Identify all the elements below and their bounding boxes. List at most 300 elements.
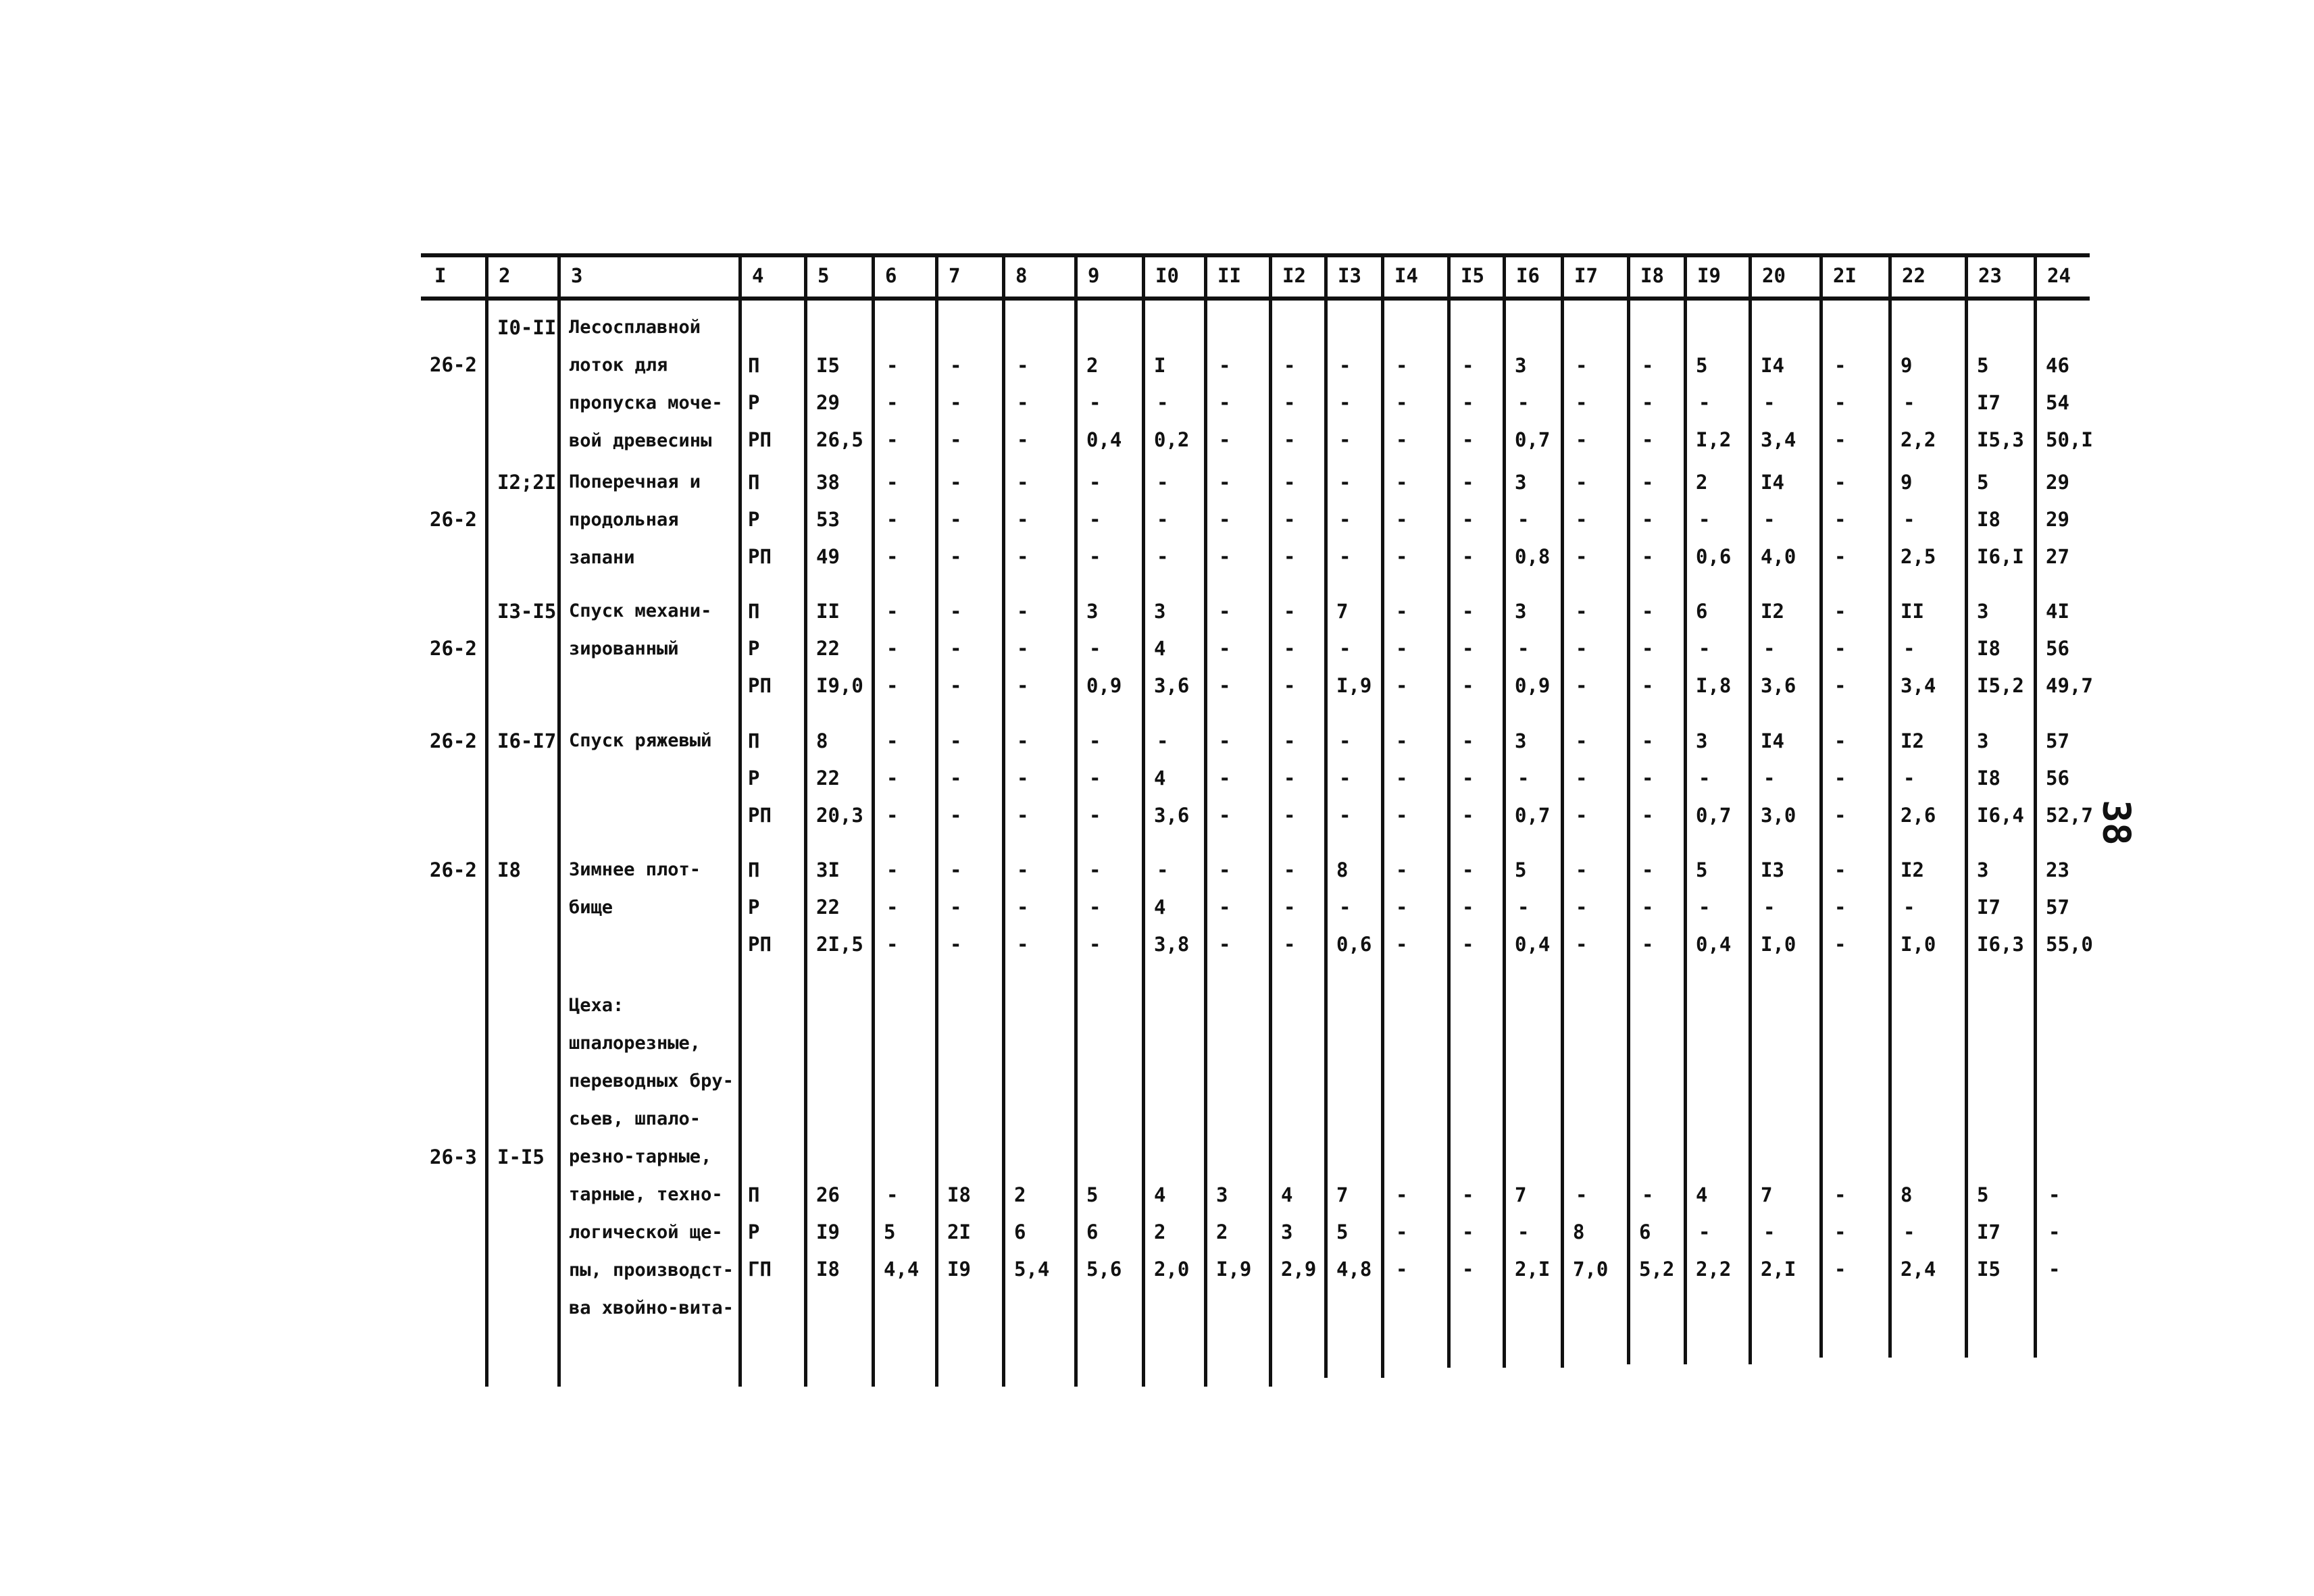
table-cell: - xyxy=(1903,637,1915,660)
table-cell: 8 xyxy=(1901,1183,1913,1206)
column-rule xyxy=(804,253,807,1387)
row-type: П xyxy=(748,471,760,494)
object-name-line: Спуск механи- xyxy=(569,600,712,621)
table-cell: - xyxy=(1642,354,1654,377)
table-cell: - xyxy=(1642,858,1654,881)
table-cell: - xyxy=(1089,896,1101,919)
column-header: I9 xyxy=(1697,264,1721,287)
table-cell: - xyxy=(1396,674,1408,697)
object-name-line: Спуск ряжевый xyxy=(569,730,712,751)
row-numbers: I2;2I xyxy=(497,471,557,494)
table-cell: 3 xyxy=(1216,1183,1228,1206)
table-cell: - xyxy=(1834,804,1846,827)
table-cell: 46 xyxy=(2046,354,2069,377)
table-cell: - xyxy=(1284,858,1296,881)
table-cell: - xyxy=(886,391,899,414)
table-cell: - xyxy=(1903,391,1915,414)
table-cell: - xyxy=(1157,508,1169,531)
table-cell: - xyxy=(886,804,899,827)
column-rule xyxy=(1074,253,1078,1387)
table-cell: 3 xyxy=(1515,729,1527,752)
table-cell: - xyxy=(1834,600,1846,623)
table-cell: 5,2 xyxy=(1639,1258,1675,1281)
column-rule xyxy=(1324,253,1328,1378)
table-cell: - xyxy=(1219,637,1231,660)
table-cell: - xyxy=(1642,391,1654,414)
table-cell: - xyxy=(1462,1220,1474,1243)
column-header: 20 xyxy=(1762,264,1786,287)
table-cell: - xyxy=(1642,508,1654,531)
table-cell: I,9 xyxy=(1216,1258,1252,1281)
table-cell: 56 xyxy=(2046,767,2069,790)
table-cell: 6 xyxy=(1086,1220,1099,1243)
table-cell: 7 xyxy=(1336,600,1349,623)
table-cell: - xyxy=(886,933,899,956)
table-cell: - xyxy=(1834,674,1846,697)
table-cell: I,8 xyxy=(1696,674,1732,697)
table-cell: - xyxy=(886,767,899,790)
table-cell: - xyxy=(1462,1183,1474,1206)
table-cell: - xyxy=(1284,428,1296,451)
table-cell: - xyxy=(1017,933,1029,956)
table-cell: - xyxy=(950,508,962,531)
object-name-line: ва хвойно-вита- xyxy=(569,1297,734,1318)
column-rule xyxy=(2034,253,2037,1358)
table-cell: - xyxy=(1396,600,1408,623)
table-cell: 6 xyxy=(1014,1220,1026,1243)
column-header: 8 xyxy=(1015,264,1028,287)
table-cell: 4,8 xyxy=(1336,1258,1372,1281)
row-type: Р xyxy=(748,1220,760,1243)
table-cell: - xyxy=(1834,1220,1846,1243)
table-cell: 2I xyxy=(947,1220,971,1243)
table-cell: 0,2 xyxy=(1154,428,1190,451)
table-cell: - xyxy=(1834,508,1846,531)
table-cell: - xyxy=(1903,1220,1915,1243)
table-cell: - xyxy=(950,804,962,827)
row-type: П xyxy=(748,858,760,881)
column-header: 2I xyxy=(1833,264,1857,287)
object-name-line: зированный xyxy=(569,638,679,659)
table-cell: 49,7 xyxy=(2046,674,2093,697)
object-code: 26-2 xyxy=(430,353,477,376)
table-cell: 3 xyxy=(1154,600,1166,623)
table-cell: - xyxy=(886,600,899,623)
table-cell: 3 xyxy=(1977,600,1989,623)
table-cell: - xyxy=(1517,896,1530,919)
table-cell: - xyxy=(1219,545,1231,568)
table-cell: - xyxy=(1339,508,1351,531)
row-type: Р xyxy=(748,508,760,531)
table-cell: - xyxy=(1396,637,1408,660)
table-cell: 9 xyxy=(1901,471,1913,494)
column-header: I0 xyxy=(1155,264,1179,287)
table-cell: 3 xyxy=(1281,1220,1293,1243)
column-header: I7 xyxy=(1574,264,1598,287)
table-cell: I6,I xyxy=(1977,545,2024,568)
table-cell: - xyxy=(1834,933,1846,956)
table-cell: 5 xyxy=(1977,1183,1989,1206)
table-cell: - xyxy=(1642,545,1654,568)
table-cell: 22 xyxy=(816,767,840,790)
column-rule xyxy=(1204,253,1207,1387)
row-type: РП xyxy=(748,545,772,568)
table-cell: 4,4 xyxy=(884,1258,920,1281)
table-cell: - xyxy=(1462,767,1474,790)
table-cell: - xyxy=(1157,858,1169,881)
object-name-line: пропуска моче- xyxy=(569,392,723,413)
table-cell: - xyxy=(1834,354,1846,377)
table-cell: I4 xyxy=(1761,471,1784,494)
table-cell: - xyxy=(1219,767,1231,790)
table-cell: - xyxy=(1462,637,1474,660)
table-cell: I2 xyxy=(1901,858,1924,881)
table-cell: I4 xyxy=(1761,729,1784,752)
table-cell: 2 xyxy=(1154,1220,1166,1243)
table-cell: 4,0 xyxy=(1761,545,1796,568)
table-cell: - xyxy=(1219,391,1231,414)
table-cell: 50,I xyxy=(2046,428,2093,451)
table-cell: - xyxy=(1462,933,1474,956)
table-cell: - xyxy=(1339,471,1351,494)
table-cell: - xyxy=(1339,545,1351,568)
table-cell: 5,6 xyxy=(1086,1258,1122,1281)
column-header: I4 xyxy=(1394,264,1418,287)
table-cell: - xyxy=(1219,508,1231,531)
table-cell: - xyxy=(1017,729,1029,752)
table-cell: - xyxy=(1339,767,1351,790)
table-cell: - xyxy=(1642,471,1654,494)
table-cell: - xyxy=(1396,767,1408,790)
table-cell: 53 xyxy=(816,508,840,531)
table-cell: - xyxy=(1017,858,1029,881)
table-cell: - xyxy=(1642,600,1654,623)
column-rule xyxy=(1269,253,1272,1387)
table-cell: 2,0 xyxy=(1154,1258,1190,1281)
row-type: РП xyxy=(748,428,772,451)
table-cell: I,2 xyxy=(1696,428,1732,451)
table-cell: - xyxy=(1576,428,1588,451)
table-cell: - xyxy=(1219,729,1231,752)
column-rule xyxy=(1749,253,1752,1364)
table-cell: 5 xyxy=(1977,354,1989,377)
table-cell: I4 xyxy=(1761,354,1784,377)
table-cell: - xyxy=(1089,858,1101,881)
object-name-line: тарные, техно- xyxy=(569,1184,723,1205)
table-cell: 27 xyxy=(2046,545,2069,568)
column-header: I3 xyxy=(1338,264,1361,287)
table-cell: - xyxy=(1462,545,1474,568)
object-code: 26-2 xyxy=(430,637,477,660)
object-name-line: запани xyxy=(569,547,635,568)
table-cell: 2,4 xyxy=(1901,1258,1936,1281)
row-numbers: I3-I5 xyxy=(497,600,557,623)
table-cell: 3 xyxy=(1696,729,1708,752)
column-rule xyxy=(738,253,742,1387)
table-cell: - xyxy=(1462,804,1474,827)
column-rule xyxy=(1561,253,1564,1368)
table-cell: 23 xyxy=(2046,858,2069,881)
table-cell: - xyxy=(886,858,899,881)
object-name-line: пы, производст- xyxy=(569,1260,734,1281)
table-cell: 0,4 xyxy=(1696,933,1732,956)
table-cell: 5 xyxy=(1977,471,1989,494)
object-name-line: шпалорезные, xyxy=(569,1033,701,1054)
table-cell: I9,0 xyxy=(816,674,863,697)
table-cell: - xyxy=(1284,600,1296,623)
table-cell: 3 xyxy=(1515,471,1527,494)
column-rule xyxy=(1888,253,1892,1358)
table-cell: 6 xyxy=(1639,1220,1651,1243)
table-cell: - xyxy=(950,933,962,956)
table-cell: 0,7 xyxy=(1515,804,1551,827)
table-cell: 8 xyxy=(1336,858,1349,881)
table-cell: - xyxy=(950,471,962,494)
table-cell: - xyxy=(950,600,962,623)
table-cell: - xyxy=(886,896,899,919)
table-cell: 0,9 xyxy=(1515,674,1551,697)
table-cell: - xyxy=(1396,391,1408,414)
table-cell: - xyxy=(1576,767,1588,790)
table-cell: - xyxy=(1576,471,1588,494)
table-cell: - xyxy=(1699,896,1711,919)
table-cell: - xyxy=(1339,428,1351,451)
table-cell: 4I xyxy=(2046,600,2069,623)
table-cell: - xyxy=(1517,391,1530,414)
table-cell: I8 xyxy=(816,1258,840,1281)
object-code: 26-2 xyxy=(430,508,477,531)
table-cell: - xyxy=(1834,896,1846,919)
column-header: 9 xyxy=(1088,264,1100,287)
table-cell: 0,6 xyxy=(1336,933,1372,956)
table-cell: - xyxy=(1157,729,1169,752)
table-cell: - xyxy=(1642,637,1654,660)
table-cell: 3 xyxy=(1977,858,1989,881)
table-cell: - xyxy=(1642,674,1654,697)
row-type: Р xyxy=(748,767,760,790)
table-cell: - xyxy=(1462,600,1474,623)
object-code: 26-3 xyxy=(430,1145,477,1168)
table-cell: - xyxy=(1834,545,1846,568)
table-cell: - xyxy=(1089,545,1101,568)
table-cell: - xyxy=(1089,933,1101,956)
table-cell: 4 xyxy=(1154,1183,1166,1206)
table-cell: - xyxy=(1284,545,1296,568)
object-name-line: сьев, шпало- xyxy=(569,1108,701,1129)
table-cell: - xyxy=(886,354,899,377)
table-cell: 3,6 xyxy=(1154,804,1190,827)
column-rule xyxy=(1627,253,1630,1364)
table-cell: - xyxy=(1642,896,1654,919)
column-rule xyxy=(1002,253,1005,1387)
column-header: I2 xyxy=(1282,264,1306,287)
table-cell: - xyxy=(950,637,962,660)
table-cell: 26 xyxy=(816,1183,840,1206)
table-cell: 4 xyxy=(1154,637,1166,660)
table-cell: 2I,5 xyxy=(816,933,863,956)
table-cell: - xyxy=(950,354,962,377)
table-cell: 54 xyxy=(2046,391,2069,414)
table-cell: - xyxy=(1284,896,1296,919)
table-cell: - xyxy=(1284,391,1296,414)
table-cell: - xyxy=(1339,896,1351,919)
table-cell: 7,0 xyxy=(1573,1258,1609,1281)
table-cell: - xyxy=(2048,1220,2061,1243)
table-cell: - xyxy=(886,428,899,451)
column-header: I8 xyxy=(1640,264,1664,287)
table-cell: I8 xyxy=(1977,767,2001,790)
table-cell: - xyxy=(1396,858,1408,881)
column-header: 22 xyxy=(1902,264,1926,287)
table-cell: 3,6 xyxy=(1154,674,1190,697)
table-cell: 29 xyxy=(816,391,840,414)
table-cell: I8 xyxy=(947,1183,971,1206)
object-name-line: переводных бру- xyxy=(569,1071,734,1091)
table-cell: - xyxy=(1576,858,1588,881)
table-cell: I9 xyxy=(816,1220,840,1243)
table-cell: 2,2 xyxy=(1696,1258,1732,1281)
table-cell: 5,4 xyxy=(1014,1258,1050,1281)
table-cell: I5 xyxy=(1977,1258,2001,1281)
table-cell: - xyxy=(1834,428,1846,451)
table-cell: I8 xyxy=(1977,508,2001,531)
header-bottom-rule xyxy=(421,297,2090,301)
table-cell: 5 xyxy=(1086,1183,1099,1206)
table-cell: II xyxy=(1901,600,1924,623)
row-numbers: I-I5 xyxy=(497,1145,545,1168)
table-cell: - xyxy=(1089,767,1101,790)
table-cell: 29 xyxy=(2046,471,2069,494)
table-cell: - xyxy=(1017,471,1029,494)
table-cell: 2,I xyxy=(1515,1258,1551,1281)
table-cell: I2 xyxy=(1901,729,1924,752)
table-cell: - xyxy=(1396,1183,1408,1206)
column-header: 23 xyxy=(1978,264,2002,287)
table-cell: I2 xyxy=(1761,600,1784,623)
row-numbers: I8 xyxy=(497,858,521,881)
table-cell: - xyxy=(1396,508,1408,531)
table-cell: - xyxy=(1157,391,1169,414)
column-rule xyxy=(1965,253,1968,1358)
table-cell: 22 xyxy=(816,896,840,919)
table-cell: - xyxy=(886,545,899,568)
table-cell: - xyxy=(1017,354,1029,377)
table-cell: I5,3 xyxy=(1977,428,2024,451)
table-cell: 20,3 xyxy=(816,804,863,827)
object-name-line: продольная xyxy=(569,509,679,530)
table-cell: 2 xyxy=(1696,471,1708,494)
table-cell: - xyxy=(1396,933,1408,956)
table-cell: - xyxy=(1157,471,1169,494)
table-cell: - xyxy=(1642,933,1654,956)
table-cell: - xyxy=(886,637,899,660)
table-cell: - xyxy=(886,1183,899,1206)
table-cell: - xyxy=(1462,428,1474,451)
table-cell: - xyxy=(1642,804,1654,827)
table-cell: - xyxy=(1576,933,1588,956)
table-cell: - xyxy=(950,545,962,568)
table-cell: 57 xyxy=(2046,896,2069,919)
table-cell: 0,9 xyxy=(1086,674,1122,697)
table-cell: - xyxy=(1576,354,1588,377)
table-cell: - xyxy=(1834,729,1846,752)
table-cell: - xyxy=(1157,545,1169,568)
table-cell: - xyxy=(1017,600,1029,623)
table-cell: - xyxy=(1903,767,1915,790)
table-cell: 9 xyxy=(1901,354,1913,377)
table-cell: - xyxy=(1017,674,1029,697)
table-cell: 4 xyxy=(1154,896,1166,919)
table-cell: 2 xyxy=(1216,1220,1228,1243)
object-code: 26-2 xyxy=(430,729,477,752)
table-cell: - xyxy=(1763,896,1776,919)
object-name-line: Цеха: xyxy=(569,995,624,1016)
table-cell: - xyxy=(2048,1258,2061,1281)
table-cell: - xyxy=(1462,1258,1474,1281)
row-type: Р xyxy=(748,637,760,660)
table-cell: I6,3 xyxy=(1977,933,2024,956)
table-cell: - xyxy=(1396,471,1408,494)
table-cell: I5 xyxy=(816,354,840,377)
table-cell: 3,6 xyxy=(1761,674,1796,697)
table-cell: - xyxy=(1396,428,1408,451)
table-cell: I,9 xyxy=(1336,674,1372,697)
table-cell: - xyxy=(1219,428,1231,451)
table-cell: - xyxy=(1462,508,1474,531)
table-cell: - xyxy=(1017,508,1029,531)
column-rule xyxy=(1381,253,1384,1378)
table-cell: - xyxy=(1339,729,1351,752)
table-cell: - xyxy=(886,674,899,697)
table-cell: - xyxy=(1396,1220,1408,1243)
object-code: 26-2 xyxy=(430,858,477,881)
object-name-line: Зимнее плот- xyxy=(569,859,701,880)
column-header: I xyxy=(434,264,447,287)
table-cell: 5 xyxy=(1696,354,1708,377)
table-cell: 57 xyxy=(2046,729,2069,752)
table-cell: - xyxy=(1284,933,1296,956)
table-cell: - xyxy=(1763,508,1776,531)
table-cell: - xyxy=(1834,637,1846,660)
column-rule xyxy=(1142,253,1145,1387)
table-cell: - xyxy=(1219,471,1231,494)
table-cell: 22 xyxy=(816,637,840,660)
table-cell: - xyxy=(1219,804,1231,827)
table-cell: - xyxy=(1219,674,1231,697)
column-header: 4 xyxy=(752,264,764,287)
table-cell: - xyxy=(1576,896,1588,919)
row-type: П xyxy=(748,729,760,752)
table-cell: - xyxy=(1834,858,1846,881)
table-cell: - xyxy=(1339,637,1351,660)
table-cell: 0,4 xyxy=(1086,428,1122,451)
table-cell: - xyxy=(1089,637,1101,660)
table-cell: - xyxy=(1396,804,1408,827)
column-header: 3 xyxy=(571,264,583,287)
column-header: II xyxy=(1217,264,1241,287)
table-cell: - xyxy=(886,471,899,494)
table-cell: 29 xyxy=(2046,508,2069,531)
table-cell: - xyxy=(1017,804,1029,827)
table-cell: I5,2 xyxy=(1977,674,2024,697)
table-cell: - xyxy=(1576,804,1588,827)
column-rule xyxy=(935,253,938,1387)
table-cell: 2 xyxy=(1086,354,1099,377)
table-cell: - xyxy=(1284,508,1296,531)
column-header: 7 xyxy=(949,264,961,287)
table-cell: - xyxy=(1642,1183,1654,1206)
table-cell: - xyxy=(1017,391,1029,414)
